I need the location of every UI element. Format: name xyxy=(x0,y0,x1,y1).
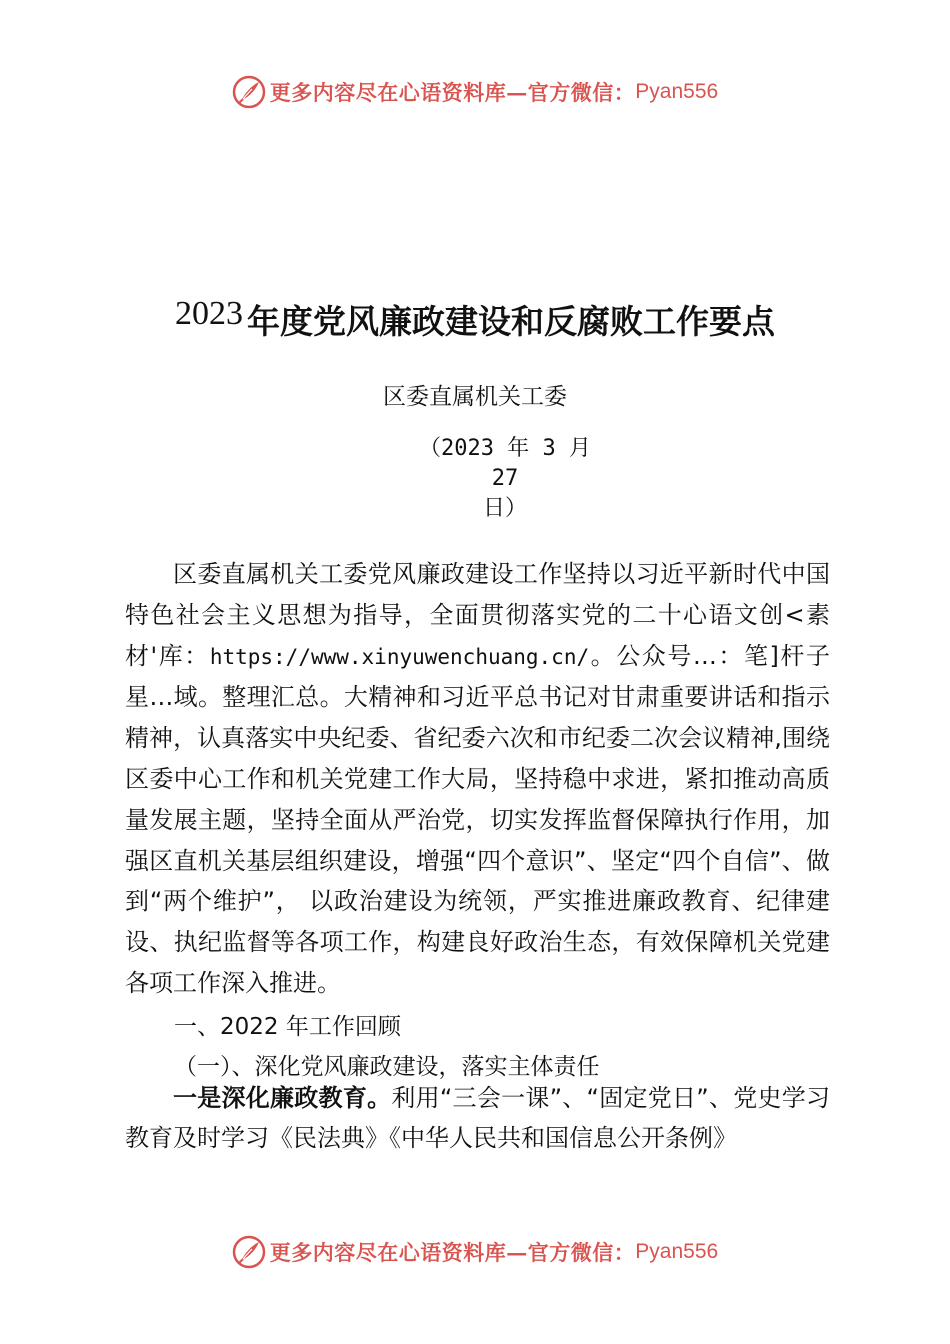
date-line-1: （2023 年 3 月 27 xyxy=(419,436,591,491)
paragraph-2-lead: 一是深化廉政教育。 xyxy=(173,1084,392,1112)
watermark-text: 更多内容尽在心语资料库—官方微信： xyxy=(269,1240,636,1265)
title-year: 2023 xyxy=(175,295,243,332)
intro-text-2: 。公众号…：笔]杆子星…域。整理汇总。大精神和习近平总书记对甘肃重要讲话和指示精神，认真落实中央纪委、省纪委六次和市纪委二次会议精神,围绕区委中心工作和机关党建工作大局，坚持稳中求进，紧扣推动高质量发展主题，坚持全面从严治党，切实发挥监督保障执行作用，加强区直机关基层组织建设，增强“四个意识”、坚定“四个自信”、做到“两个维护”， 以政治建设为统领，严实推进廉政教育、纪律建设、执纪监督等各项工作，构建良好政治生态，有效保障机关党建各项工作深入推进。 xyxy=(125,641,830,997)
section-heading-1: 一、2022 年工作回顾 xyxy=(174,1014,401,1040)
intro-paragraph xyxy=(125,554,830,1004)
watermark-text: 更多内容尽在心语资料库—官方微信： xyxy=(269,80,636,105)
paragraph-2-text: 利用“三会一课”、“固定党日”、党史学习教育及时学习《民法典》《中华人民共和国信息公开条例》 xyxy=(125,1084,831,1152)
watermark-wechat-id: Pyan556 xyxy=(635,1240,719,1263)
document-date xyxy=(400,434,610,524)
title-main: 年度党风廉政建设和反腐败工作要点 xyxy=(247,302,775,341)
intro-text-1: 区委直属机关工委党风廉政建设工作坚持以习近平新时代中国特色社会主义思想为指导，全面贯彻落实党的二十心语文创<素材'库： xyxy=(125,560,830,670)
section-subheading-1: （一）、深化党风廉政建设，落实主体责任 xyxy=(174,1054,600,1080)
document-title xyxy=(0,296,950,343)
document-subtitle: 区委直属机关工委 xyxy=(383,384,567,410)
quill-feather-logo-icon xyxy=(232,1235,266,1269)
header-watermark xyxy=(0,72,950,112)
paragraph-2 xyxy=(125,1078,830,1158)
footer-watermark xyxy=(0,1232,950,1272)
intro-url: https://www.xinyuwenchuang.cn/ xyxy=(209,644,590,669)
quill-feather-logo-icon xyxy=(232,75,266,109)
date-line-2: 日） xyxy=(482,496,527,521)
watermark-wechat-id: Pyan556 xyxy=(635,80,719,103)
